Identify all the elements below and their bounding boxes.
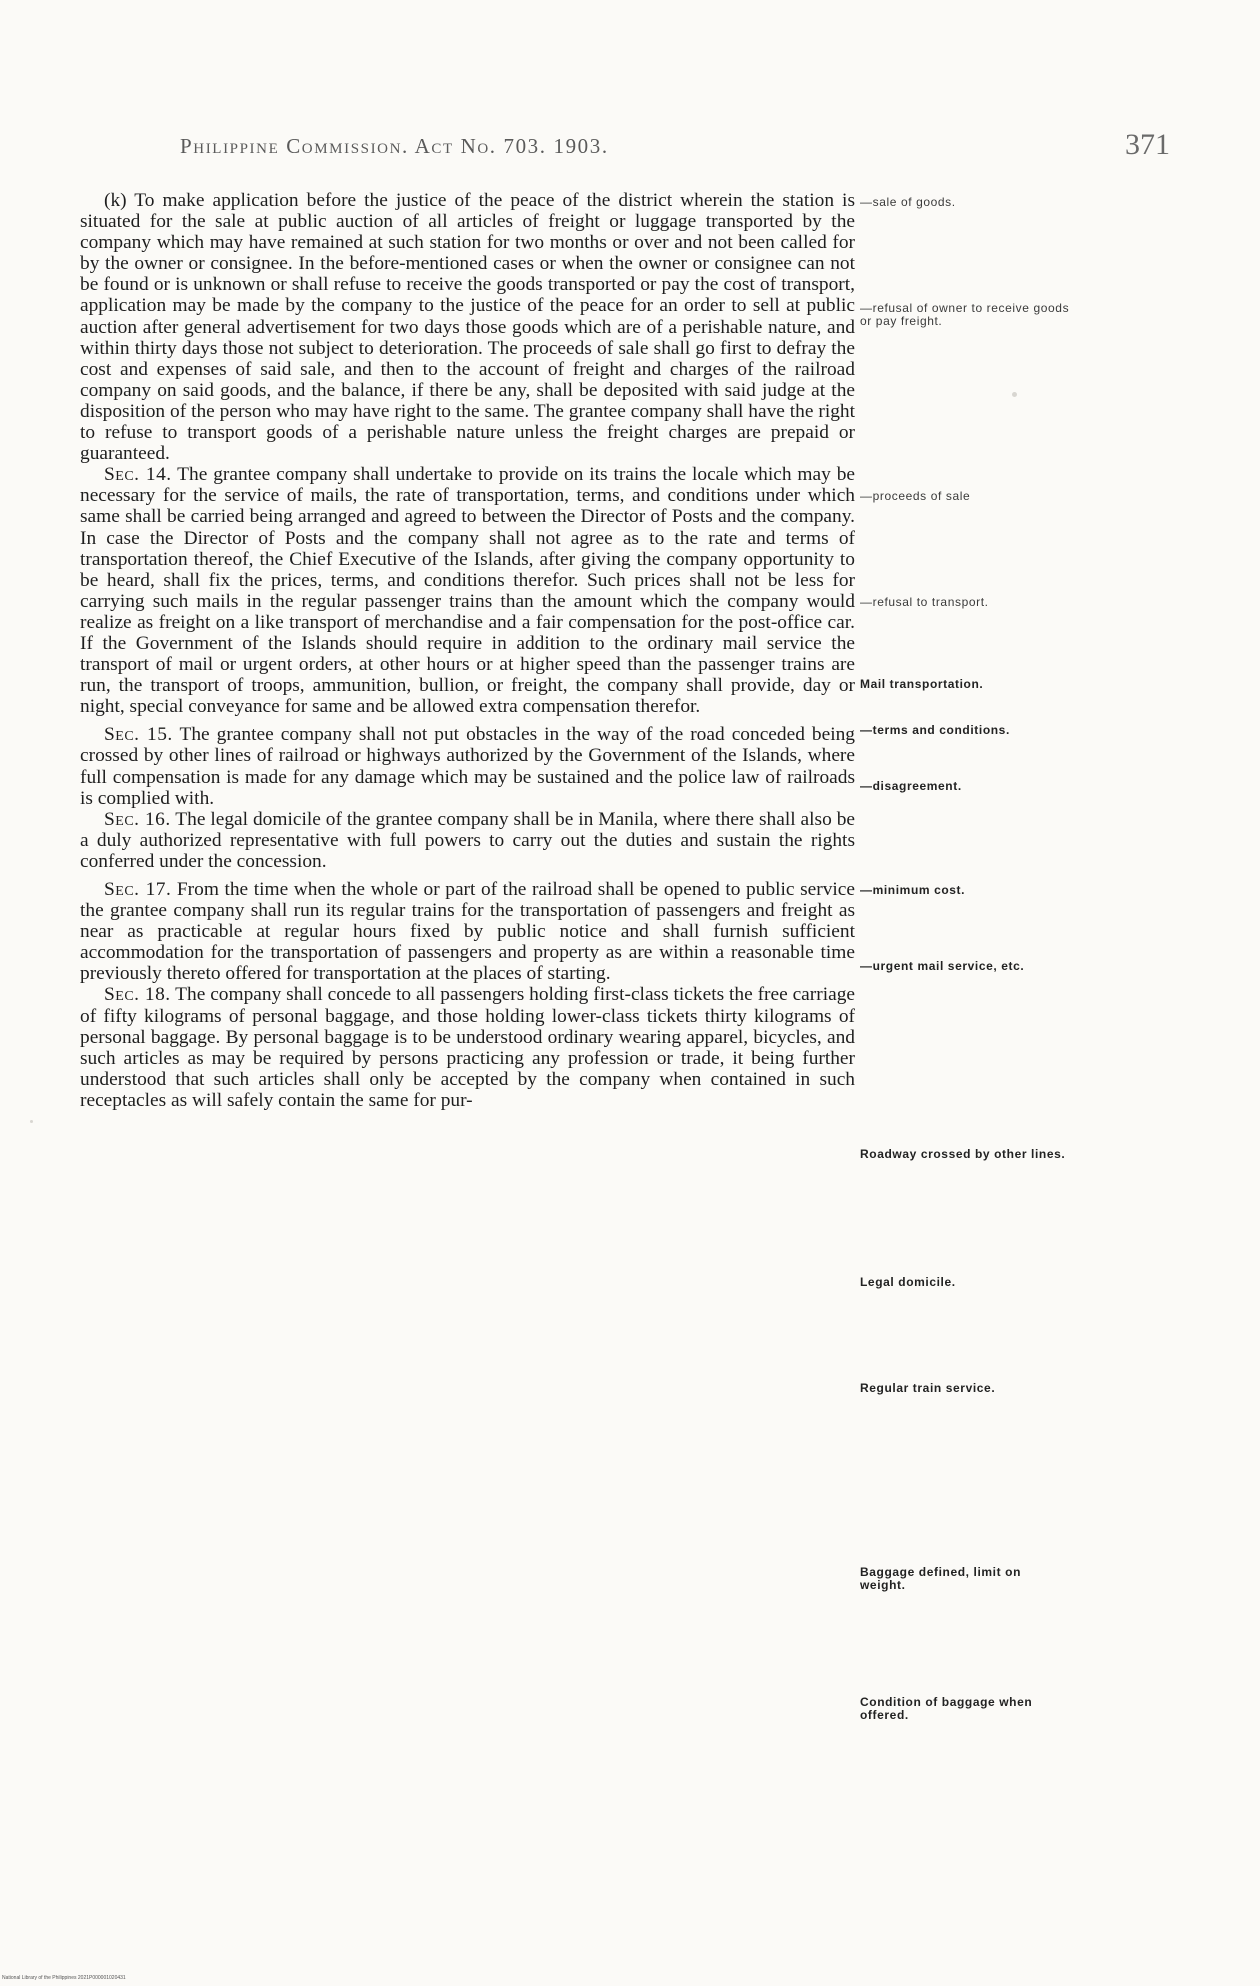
paragraph-text: (k) To make application before the justice of the peace of the district wherein the station is situated for the sale at public auction of all articles of freight or luggage transported by the company which may have remained at such station for two months or over and not been called for by the owner or consignee. In the before-mentioned cases or when the owner or consignee can not be found or is unknown or shall refuse to receive the goods transported or pay the cost of transport, application may be made by the company to the justice of the peace for an order to sell at public auction after general advertisement for two days those goods which are of a perishable nature, and within thirty days those not subject to deterioration. The proceeds of sale shall go first to defray the cost and expenses of said sale, and then to the account of freight and charges of the railroad company on said goods, and the balance, if there be any, shall be deposited with said judge at the disposition of the person who may have right to the same. The grantee company shall have the right to refuse to transport goods of a perishable nature unless the freight charges are prepaid or guaranteed. (80, 190, 855, 465)
section-text: The company shall concede to all passengers holding first-class tickets the free carriage of fifty kilograms of personal baggage, and those holding lower-class tickets thirty kilograms of personal baggage. By personal baggage is to be understood ordinary wearing apparel, bicycles, and such articles as may be required by persons practicing any profession or trade, it being further understood that such articles shall only be accepted by the company when contained in such receptacles as will safely contain the same for pur- (80, 984, 856, 1111)
section-text: From the time when the whole or part of the railroad shall be opened to public service the grantee company shall run its regular trains for the transportation of passengers and freight as near as practicable at regular hours fixed by public notice and shall furnish sufficient accommodation for the transportation of passengers and property as are within a reasonable time previously thereto offered for transportation at the places of starting. (80, 879, 855, 985)
section-17 (80, 879, 855, 984)
section-text: The legal domicile of the grantee company shall be in Manila, where there shall also be a duly authorized representative with full powers to carry out the duties and sustain the rights conferred under the concession. (80, 808, 855, 872)
section-label: Sec. 18. (104, 984, 171, 1006)
margin-note-mail-transportation: Mail transportation. (860, 677, 984, 691)
margin-note-urgent-mail-service: —urgent mail service, etc. (860, 959, 1025, 973)
margin-note-refusal-of-owner: —refusal of owner to receive goods or pay freight. (860, 301, 1070, 328)
margin-note-roadway-crossed: Roadway crossed by other lines. (860, 1147, 1066, 1161)
running-header (180, 128, 1170, 168)
margin-note-minimum-cost: —minimum cost. (860, 883, 966, 897)
scan-identifier: National Library of the Philippines 2021P000001020431 (2, 1975, 126, 1981)
section-15 (80, 724, 855, 808)
section-label: Sec. 14. (104, 464, 172, 486)
section-text: The grantee company shall not put obstacles in the way of the road conceded being crossed by other lines of railroad or highways authorized by the Government of the Islands, where full compensation is made for any damage which may be sustained and the police law of railroads is complied with. (80, 724, 856, 809)
margin-note-condition-of-baggage: Condition of baggage when offered. (860, 1695, 1033, 1722)
page-number: 371 (1125, 128, 1170, 161)
section-label: Sec. 17. (104, 879, 172, 900)
paper-mark (1012, 392, 1017, 397)
section-16 (80, 809, 855, 872)
section-18 (80, 984, 855, 1111)
margin-note-legal-domicile: Legal domicile. (860, 1275, 956, 1289)
margin-note-regular-train-service: Regular train service. (860, 1381, 996, 1395)
section-label: Sec. 16. (104, 808, 171, 830)
margin-note-sale-of-goods: —sale of goods. (860, 195, 956, 209)
margin-note-disagreement: —disagreement. (860, 779, 962, 793)
margin-note-refusal-to-transport: —refusal to transport. (860, 595, 989, 609)
margin-note-baggage-defined: Baggage defined, limit on weight. (860, 1565, 1022, 1592)
margin-note-terms-and-conditions: —terms and conditions. (860, 723, 1010, 737)
section-label: Sec. 15. (104, 724, 173, 746)
paragraph-k (80, 190, 855, 464)
paper-mark (30, 1120, 33, 1123)
running-title: Philippine Commission. Act No. 703. 1903. (180, 134, 609, 158)
body-text (80, 190, 855, 1111)
section-14 (80, 464, 855, 717)
margin-note-proceeds-of-sale: —proceeds of sale (860, 489, 971, 503)
section-text: The grantee company shall undertake to provide on its trains the locale which may be necessary for the service of mails, the rate of transportation, terms, and conditions under which same shall be carried being arranged and agreed to between the Director of Posts and the company. In case the Director of Posts and the company shall not agree as to the rate and terms of transportation thereof, the Chief Executive of the Islands, after giving the company opportunity to be heard, shall fix the prices, terms, and conditions therefor. Such prices shall not be less for carrying such mails in the regular passenger trains than the amount which the company would realize as freight on a like transport of merchandise and a fair compensation for the post-office car. If the Government of the Islands should require in addition to the ordinary mail service the transport of mail or urgent orders, at other hours or at higher speed than the passenger trains are run, the transport of troops, ammunition, bullion, or freight, the company shall provide, day or night, special conveyance for same and be allowed extra compensation therefor. (80, 464, 855, 718)
